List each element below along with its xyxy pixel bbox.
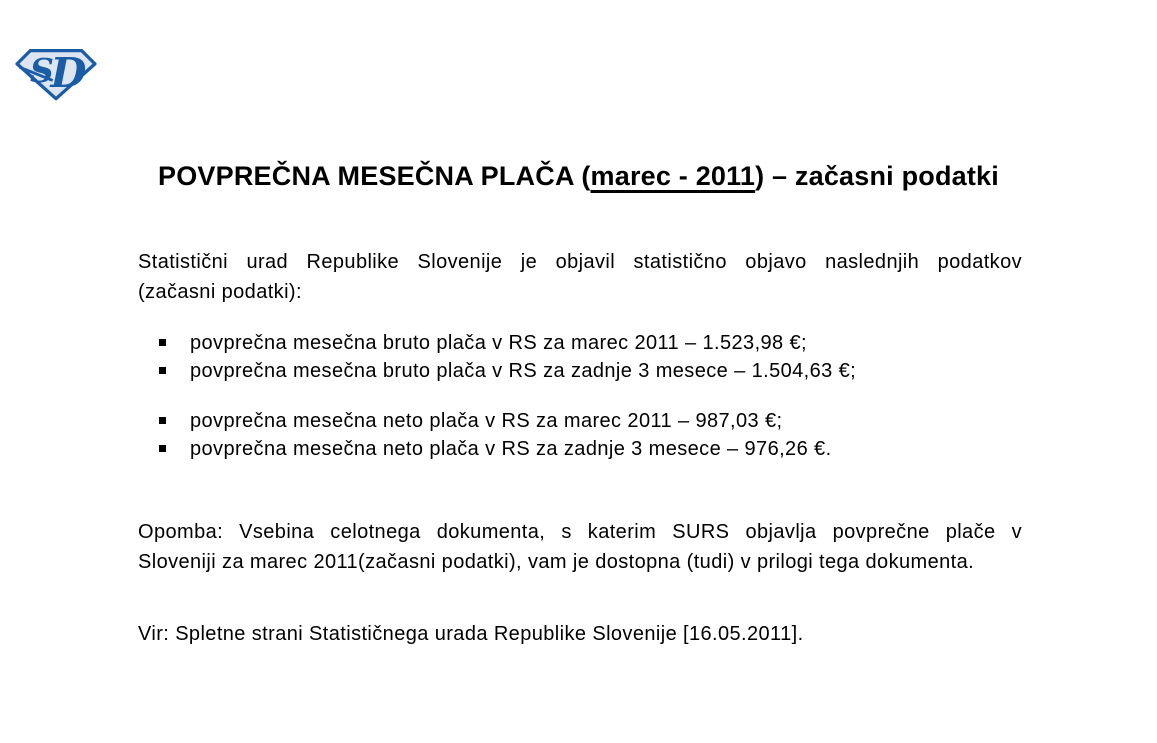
- title-suffix: ) – začasni podatki: [755, 161, 999, 191]
- source-line: Vir: Spletne strani Statističnega urada Republike Slovenije [16.05.2011].: [138, 623, 804, 645]
- bullet-text: povprečna mesečna bruto plača v RS za marec 2011 – 1.523,98 €;: [190, 332, 808, 354]
- square-bullet-icon: [159, 445, 166, 452]
- square-bullet-icon: [159, 367, 166, 374]
- page-title: [0, 161, 1157, 192]
- list-item: [138, 357, 1043, 385]
- list-item: [138, 329, 1043, 357]
- logo-letter-s: S: [29, 51, 54, 91]
- intro-line-1: Statistični urad Republike Slovenije je objavil statistično objavo naslednjih podatkov: [138, 251, 1022, 273]
- logo-letter-d: D: [50, 48, 87, 98]
- list-item: [138, 407, 1043, 435]
- title-underlined-date: marec - 2011: [590, 161, 756, 191]
- sd-shield-icon: [14, 44, 98, 102]
- square-bullet-icon: [159, 339, 166, 346]
- square-bullet-icon: [159, 417, 166, 424]
- sd-logo: [14, 44, 98, 102]
- intro-line-2: (začasni podatki):: [138, 281, 302, 303]
- bruto-salary-list: [138, 329, 1043, 385]
- bullet-text: povprečna mesečna neto plača v RS za zadnje 3 mesece – 976,26 €.: [190, 438, 832, 460]
- list-item: [138, 435, 1043, 463]
- note-line-1: Opomba: Vsebina celotnega dokumenta, s katerim SURS objavlja povprečne plače v: [138, 521, 1022, 543]
- note-paragraph: [138, 517, 1022, 577]
- bullet-text: povprečna mesečna bruto plača v RS za zadnje 3 mesece – 1.504,63 €;: [190, 360, 857, 382]
- neto-salary-list: [138, 407, 1043, 463]
- bullet-text: povprečna mesečna neto plača v RS za marec 2011 – 987,03 €;: [190, 410, 783, 432]
- title-prefix: POVPREČNA MESEČNA PLAČA (: [158, 161, 591, 191]
- intro-paragraph: [138, 247, 1022, 307]
- note-line-2: Sloveniji za marec 2011(začasni podatki), vam je dostopna (tudi) v prilogi tega dokumenta.: [138, 551, 975, 573]
